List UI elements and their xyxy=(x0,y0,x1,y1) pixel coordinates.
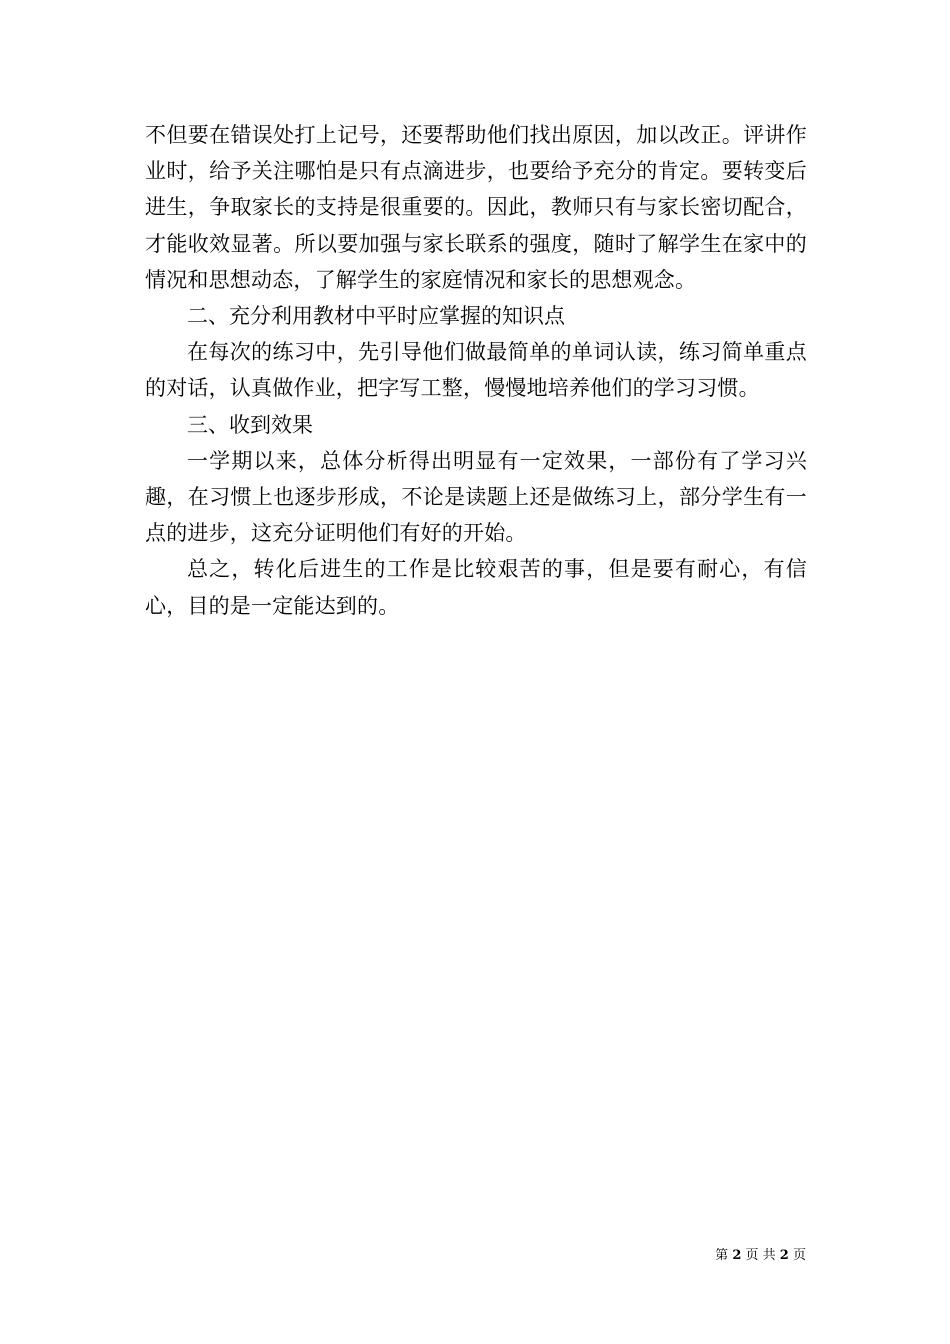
paragraph-continued: 不但要在错误处打上记号，还要帮助他们找出原因，加以改正。评讲作业时，给予关注哪怕是只有点滴进步，也要给予充分的肯定。要转变后进生，争取家长的支持是很重要的。因此，教师只有与家长密切配合，才能收效显著。所以要加强与家长联系的强度，随时了解学生在家中的情况和思想动态，了解学生的家庭情况和家长的思想观念。 xyxy=(145,123,807,292)
total-page-number: 2 xyxy=(779,1248,789,1263)
footer-suffix: 页 xyxy=(792,1248,806,1263)
footer-prefix: 第 xyxy=(715,1248,729,1263)
current-page-number: 2 xyxy=(732,1248,742,1263)
paragraph-practice: 在每次的练习中，先引导他们做最简单的单词认读，练习简单重点的对话，认真做作业，把字写工整，慢慢地培养他们的学习习惯。 xyxy=(145,340,807,401)
section-heading-2: 二、充分利用教材中平时应掌握的知识点 xyxy=(187,304,565,329)
footer-middle: 页 共 xyxy=(745,1248,776,1263)
page-number-footer xyxy=(715,1247,806,1265)
paragraph-conclusion: 总之，转化后进生的工作是比较艰苦的事，但是要有耐心，有信心，目的是一定能达到的。 xyxy=(145,557,807,618)
document-body xyxy=(145,117,807,624)
paragraph-results: 一学期以来，总体分析得出明显有一定效果，一部份有了学习兴趣，在习惯上也逐步形成，不论是读题上还是做练习上，部分学生有一点的进步，这充分证明他们有好的开始。 xyxy=(145,448,807,546)
section-heading-3: 三、收到效果 xyxy=(187,412,313,437)
